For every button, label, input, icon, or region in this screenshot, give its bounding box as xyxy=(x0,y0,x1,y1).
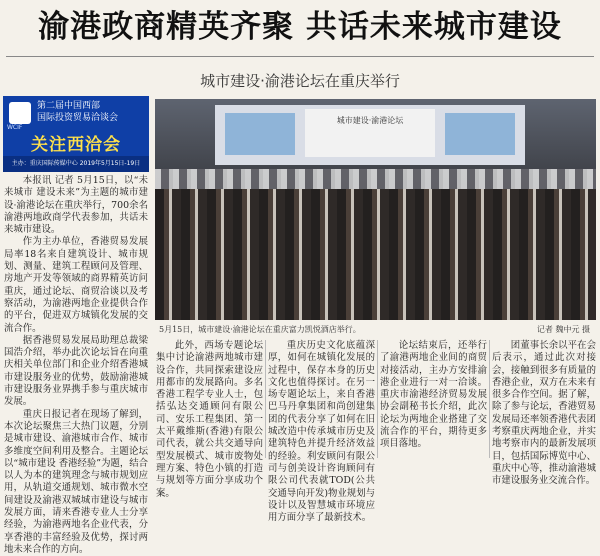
badge-title: 关注西洽会 xyxy=(31,135,121,155)
photo-audience xyxy=(155,189,596,320)
expo-badge xyxy=(3,96,149,172)
expo-logo-icon xyxy=(9,102,31,124)
column-divider-2 xyxy=(377,340,378,458)
subheadline: 城市建设·渝港论坛在重庆举行 xyxy=(200,72,400,90)
badge-footer: 主办：重庆国际传媒中心 2019年5月15日-19日 xyxy=(3,156,149,172)
photo-screen-left xyxy=(225,113,295,155)
column-a-text: 此外，西场专题论坛集中讨论渝港两地城市建设合作，共同探索建设应用都市的发展路向。多名香港工程学专业人士，包括弘达交通顾问有限公司、安乐工程集团、第一太平戴维斯(香港)有限公司代表，就公共交通导向型发展模式、城市废物处理方案、特色小镇的打造与规划等方面分享成功个案。 xyxy=(156,340,263,499)
column-d-text: 团董事长余以平在会后表示，通过此次对接会，接触到很多有质量的香港企业，双方在未来有很多合作空间。据了解，除了参与论坛，香港贸易发展局还率领香港代表团考察重庆两地企业，并实地考察市内的最新发展项目，包括国际博览中心、重庆中心等，推动渝港城市建设服务业交流合作。 xyxy=(492,340,596,487)
caption-text: 5月15日，城市建设·渝港论坛在重庆富力凯悦酒店举行。 xyxy=(159,325,361,334)
left-paragraph-3: 据香港贸易发展局助理总裁梁国浩介绍，举办此次论坛旨在向重庆相关单位部门和企业介绍香港城市建设服务业的优势，鼓励渝港城市建设服务业界携手参与重庆城市发展。 xyxy=(4,334,148,408)
photo-credit: 记者 魏中元 摄 xyxy=(536,325,590,334)
headline: 渝港政商精英齐聚 共话未来城市建设 xyxy=(38,9,562,45)
expo-logo-text: WCIF xyxy=(7,124,23,131)
left-paragraph-4: 重庆日报记者在现场了解到，本次论坛聚焦三大热门议题，分别是城市建设、渝港城市合作、城市多维度空间利用及整合。主题论坛以“城市建设 香港经验”为题，结合以人为本的建筑理念与城市规划应用，从轨道交通规划、城市微水空间建设及渝港双城城市建设与城市发展方面，请来香港专业人士分享经验，为渝港两地名企业代表，分享香港的丰富经验及优势，探讨两地未来合作的方向。 xyxy=(4,408,148,555)
photo-banner xyxy=(305,109,435,157)
photo-screen-right xyxy=(445,113,515,155)
headline-rule xyxy=(6,56,594,57)
left-paragraph-1: 本报讯 记者 5月15日，以“未来城市 建设未来”为主题的城市建设·渝港论坛在重庆举行，700余名渝港两地政商学代表参加，共话未来城市建设。 xyxy=(4,175,148,236)
column-c-text: 论坛结束后，还举行了渝港两地企业间的商贸对接活动，主办方安排渝港企业进行一对一洽谈。重庆市渝港经济贸易发展协会副秘书长介绍，此次论坛为两地企业搭建了交流合作的平台，期待更多项目落地。 xyxy=(380,340,487,450)
column-b-text: 重庆历史文化底蕴深厚，如何在城镇化发展的过程中，保存本身的历史文化也值得探讨。在另一场专题论坛上，来自香港巴马丹拿集团和尚创建集团的代表分享了如何在旧城改造中传承城市历史及建筑特色并提升经济效益的经验。利安顾问有限公司与创美设计咨询顾问有限公司代表就TOD(公共交通导向开发)物业规划与设计以及智慧城市环境应用方面分享了最新技术。 xyxy=(268,340,375,524)
photo-caption xyxy=(155,322,596,338)
column-c xyxy=(380,340,487,460)
photo-banner-text: 城市建设·渝港论坛 xyxy=(336,116,404,125)
column-b xyxy=(268,340,375,524)
badge-line-1: 第二届中国西部 xyxy=(37,101,101,111)
left-paragraph-2: 作为主办单位，香港贸易发展局率18名来自建筑设计、城市规划、测量、建筑工程顾问及管理、房地产开发等领域的商界精英访问重庆，通过论坛、商贸洽谈以及考察活动，为渝港两地企业提供合作的平台，促进双方城镇化发展的交流合作。 xyxy=(4,236,148,334)
left-column xyxy=(4,175,148,555)
forum-photo xyxy=(155,99,596,320)
badge-line-2: 国际投资贸易洽谈会 xyxy=(37,113,119,123)
column-d xyxy=(492,340,596,487)
column-divider-3 xyxy=(489,340,490,458)
column-divider-1 xyxy=(265,340,266,458)
column-a xyxy=(156,340,263,499)
